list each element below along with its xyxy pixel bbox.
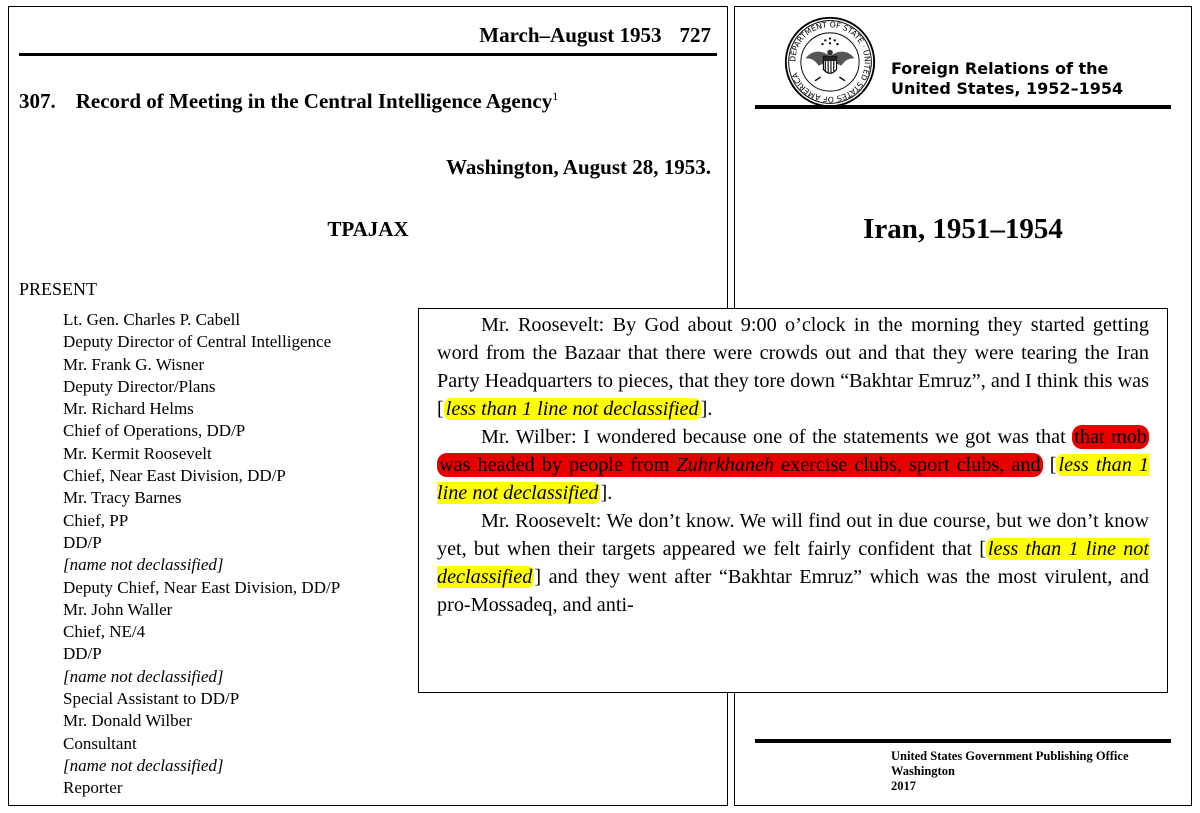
dateline: Washington, August 28, 1953.	[446, 155, 711, 179]
attendee-line: Lt. Gen. Charles P. Cabell	[63, 310, 241, 329]
header-rule	[19, 53, 717, 56]
running-head	[479, 23, 711, 48]
document-number: 307.	[19, 89, 56, 113]
paragraph-text: Mr. Roosevelt: By God about 9:00 o’clock in the morning they started getting word from the Bazaar that there were crowds out and that they were tearing the Iran Party Headquarters to pieces, that they tore down “Bakhtar Emruz”, and I think this was	[437, 314, 1149, 392]
excerpt-paragraph-wilber: Mr. Wilber: I wondered because one of the statements we got was that that mob was headed by people from Zuhrkhaneh exercise clubs, sport clubs, and [less than 1 line not declassified].	[437, 426, 1150, 504]
attendee-line: DD/P	[63, 532, 102, 552]
attendee-line: Mr. Richard Helms	[63, 399, 194, 419]
excerpt-paragraph-roosevelt-2: Mr. Roosevelt: We don’t know. We will find out in due course, but we don’t know yet, but when their targets appeared we felt fairly confident that [less than 1 line not declassified] and they went after “Bakhtar Emruz” which was the most virulent, and pro-Mossadeq, and anti-	[437, 510, 1149, 616]
present-label: PRESENT	[19, 279, 98, 299]
attendee-line: Chief, Near East Division, DD/P	[63, 466, 286, 486]
attendee-line: Chief, PP	[63, 510, 129, 530]
department-of-state-seal	[783, 15, 877, 109]
series-title-line-2: United States, 1952–1954	[891, 79, 1124, 98]
attendee-line: Consultant	[63, 733, 137, 753]
title-rule	[755, 105, 1171, 109]
attendee-line: Mr. Kermit Roosevelt	[63, 443, 212, 463]
seal-lettering: DEPARTMENT OF STATE · UNITED STATES OF AMERICA	[788, 20, 872, 104]
paragraph-end: .	[607, 482, 613, 504]
series-title	[891, 59, 1123, 99]
highlighted-excerpt-box	[418, 308, 1168, 693]
paragraph-text: Mr. Roosevelt: We don’t know. We will find out in due course, but we don’t know yet, but when their targets appeared we felt fairly confident that	[437, 510, 1149, 560]
publisher: United States Government Publishing Office	[891, 749, 1129, 763]
excerpt-paragraph-roosevelt-1: Mr. Roosevelt: By God about 9:00 o’clock in the morning they started getting word from the Bazaar that there were crowds out and that they were tearing the Iran Party Headquarters to pieces, that they tore down “Bakhtar Emruz”, and I think this was [less than 1 line not declassified].	[437, 314, 1149, 420]
attendee-list	[63, 309, 340, 800]
redaction-note-highlight: less than 1 line not declassified	[437, 538, 1149, 588]
attendee-line: Mr. Frank G. Wisner	[63, 354, 205, 374]
attendee-line: Reporter	[63, 778, 123, 798]
codename: TPAJAX	[327, 217, 409, 241]
red-highlight-italic-term: Zuhrkhaneh	[676, 454, 775, 476]
redaction-note-highlight: less than 1 line not declassified	[445, 398, 699, 420]
paragraph-text: Mr. Wilber: I wondered because one of the statements we got was that	[481, 426, 1073, 448]
attendee-redacted-name: [name not declassified]	[63, 555, 224, 575]
attendee-line: Mr. Tracy Barnes	[63, 488, 182, 508]
paragraph-end: and they went after “Bakhtar Emruz” which was the most virulent, and pro-Mossadeq, and anti-	[437, 566, 1149, 616]
attendee-redacted-name: [name not declassified]	[63, 666, 224, 686]
red-highlight-text-b: exercise clubs, sport clubs, and	[774, 454, 1041, 476]
volume-title: Iran, 1951–1954	[863, 213, 1063, 245]
attendee-redacted-name: [name not declassified]	[63, 755, 224, 775]
page-number: 727	[679, 23, 711, 47]
attendee-line: Deputy Director of Central Intelligence	[63, 332, 332, 352]
redaction-note-highlight: less than 1 line not declassified	[437, 454, 1150, 504]
document-title: Record of Meeting in the Central Intelligence Agency	[75, 89, 553, 113]
attendee-line: Chief of Operations, DD/P	[63, 421, 246, 441]
footnote-marker[interactable]: 1	[552, 89, 559, 103]
document-heading	[19, 89, 558, 114]
attendee-line: Deputy Chief, Near East Division, DD/P	[63, 577, 341, 597]
series-title-line-1: Foreign Relations of the	[891, 59, 1109, 78]
running-head-date-range: March–August 1953	[479, 23, 662, 47]
imprint	[891, 749, 1129, 794]
attendee-line: Mr. John Waller	[63, 599, 173, 619]
publication-place: Washington	[891, 764, 955, 778]
publication-year: 2017	[891, 779, 916, 793]
attendee-line: DD/P	[63, 644, 102, 664]
red-highlight-text-a: that mob was headed by people from	[439, 426, 1147, 476]
attendee-line: Chief, NE/4	[63, 622, 146, 642]
imprint-rule	[755, 739, 1171, 743]
paragraph-end: .	[707, 398, 713, 420]
attendee-line: Deputy Director/Plans	[63, 376, 216, 396]
attendee-line: Mr. Donald Wilber	[63, 711, 192, 731]
attendee-line: Special Assistant to DD/P	[63, 689, 240, 709]
